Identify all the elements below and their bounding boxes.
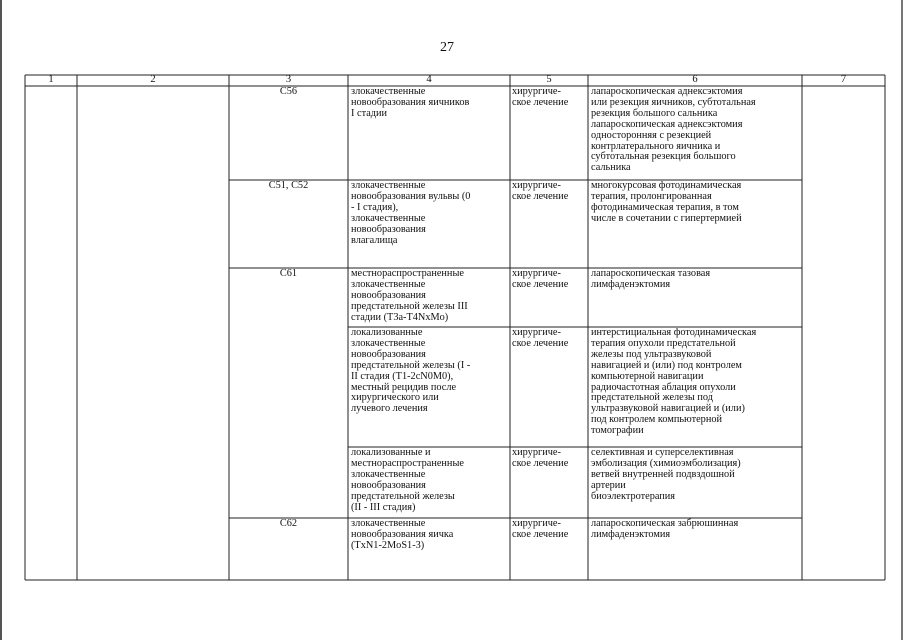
diagnosis-line: предстательной железы (I - [351,359,471,371]
diagnosis-line: злокачественные [351,212,426,224]
diagnosis-line: злокачественные [351,518,426,529]
diagnosis-cell [351,328,470,415]
diagnosis-line: (TxN1-2MoS1-3) [351,539,425,551]
diagnosis-cell [351,448,464,513]
method-line: селективная и суперселективная [591,447,734,458]
diagnosis-line: местнораспространенные [351,268,464,279]
diagnosis-cell [351,87,469,120]
method-line: железы под ультразвуковой [591,348,712,360]
treatment-line: ское лечение [512,96,569,108]
header-cell-4: 4 [426,74,432,85]
header-cell-5: 5 [546,74,552,85]
method-line: терапия опухоли предстательной [591,337,736,349]
header-cell-6: 6 [692,74,698,85]
method-line: томографии [591,425,644,437]
method-line: навигацией и (или) под контролем [591,359,742,371]
treatment-line: ское лечение [512,457,569,469]
method-line: терапия, пролонгированная [591,190,712,202]
treatment-line: хирургиче- [512,447,561,458]
treatment-cell [512,519,568,541]
method-line: числе в сочетании с гипертермией [591,212,742,224]
method-line: ветвей внутренней подвздошной [591,468,735,480]
diagnosis-line: новообразования [351,479,426,491]
method-line: фотодинамическая терапия, в том [591,201,739,213]
code-cell: C61 [279,268,298,279]
treatment-line: ское лечение [512,528,569,540]
method-line: эмболизация (химиоэмболизация) [591,457,741,469]
diagnosis-line: злокачественные [351,86,426,97]
method-cell [591,519,738,541]
diagnosis-line: новообразования [351,223,426,235]
treatment-line: ское лечение [512,337,569,349]
treatment-line: хирургиче- [512,327,561,338]
diagnosis-line: локализованные [351,327,423,338]
code-cell: C51, C52 [268,180,309,191]
method-line: лимфаденэктомия [591,528,671,540]
diagnosis-line: новообразования яичка [351,528,454,540]
header-cell-7: 7 [840,74,847,85]
method-line: лапароскопическая забрюшинная [591,518,739,529]
diagnosis-line: злокачественные [351,468,426,480]
diagnosis-line: новообразования [351,348,426,360]
diagnosis-line: злокачественные [351,337,426,349]
treatment-line: хирургиче- [512,86,561,97]
method-line: компьютерной навигации [591,370,704,382]
diagnosis-line: новообразования [351,289,426,301]
treatment-cell [512,269,568,291]
method-line: интерстициальная фотодинамическая [591,327,757,338]
method-line: резекция большого сальника [591,107,718,119]
diagnosis-line: предстательной железы [351,490,455,502]
diagnosis-line: новообразования вульвы (0 [351,190,471,202]
diagnosis-cell [351,519,453,552]
treatment-line: хирургиче- [512,518,561,529]
method-line: многокурсовая фотодинамическая [591,180,742,191]
diagnosis-line: локализованные и [351,447,431,458]
diagnosis-cell [351,269,468,324]
method-line: биоэлектротерапия [591,490,676,502]
method-cell [591,328,756,437]
treatment-line: хирургиче- [512,180,561,191]
method-line: радиочастотная аблация опухоли [591,381,736,393]
diagnosis-cell [351,181,470,246]
diagnosis-line: местнораспространенные [351,457,464,469]
diagnosis-line: (II - III стадия) [351,501,416,513]
treatment-cell [512,328,568,350]
diagnosis-line: хирургического или [351,392,439,404]
diagnosis-line: лучевого лечения [351,403,428,415]
diagnosis-line: - I стадия), [351,201,399,213]
method-line: артерии [591,479,626,491]
treatment-line: ское лечение [512,278,569,290]
code-cell: C56 [279,86,298,97]
treatment-line: хирургиче- [512,268,561,279]
method-line: односторонняя с резекцией [591,129,712,141]
method-line: сальника [591,162,631,174]
method-line: лапароскопическая аднексэктомия [591,118,743,130]
header-cell-3: 3 [285,74,292,85]
code-cell: C62 [279,518,298,529]
diagnosis-line: II стадия (T1-2cN0M0), [351,370,454,382]
diagnosis-line: новообразования яичников [351,96,470,108]
method-line: или резекция яичников, субтотальная [591,96,756,108]
diagnosis-line: злокачественные [351,278,426,290]
method-cell [591,181,742,225]
diagnosis-line: влагалища [351,234,398,246]
page-number: 27 [440,40,454,55]
method-line: лимфаденэктомия [591,278,671,290]
treatment-cell [512,448,568,470]
treatment-cell [512,87,568,109]
method-line: ультразвуковой навигацией и (или) [591,403,745,415]
header-cell-2: 2 [150,74,156,85]
method-cell [591,87,756,174]
method-line: лапароскопическая тазовая [591,268,711,279]
treatment-line: ское лечение [512,190,569,202]
method-line: субтотальная резекция большого [591,151,736,163]
diagnosis-line: злокачественные [351,180,426,191]
method-line: предстательной железы под [591,392,714,404]
method-line: контрлатерального яичника и [591,140,721,152]
header-cell-1: 1 [48,74,54,85]
diagnosis-line: местный рецидив после [351,381,457,393]
method-line: лапароскопическая аднексэктомия [591,86,743,97]
method-line: под контролем компьютерной [591,414,722,426]
diagnosis-line: I стадии [351,107,388,119]
diagnosis-line: стадии (T3a-T4NxMo) [351,311,449,323]
treatment-cell [512,181,568,203]
diagnosis-line: предстательной железы III [351,300,468,312]
method-cell [591,448,741,503]
method-cell [591,269,710,291]
